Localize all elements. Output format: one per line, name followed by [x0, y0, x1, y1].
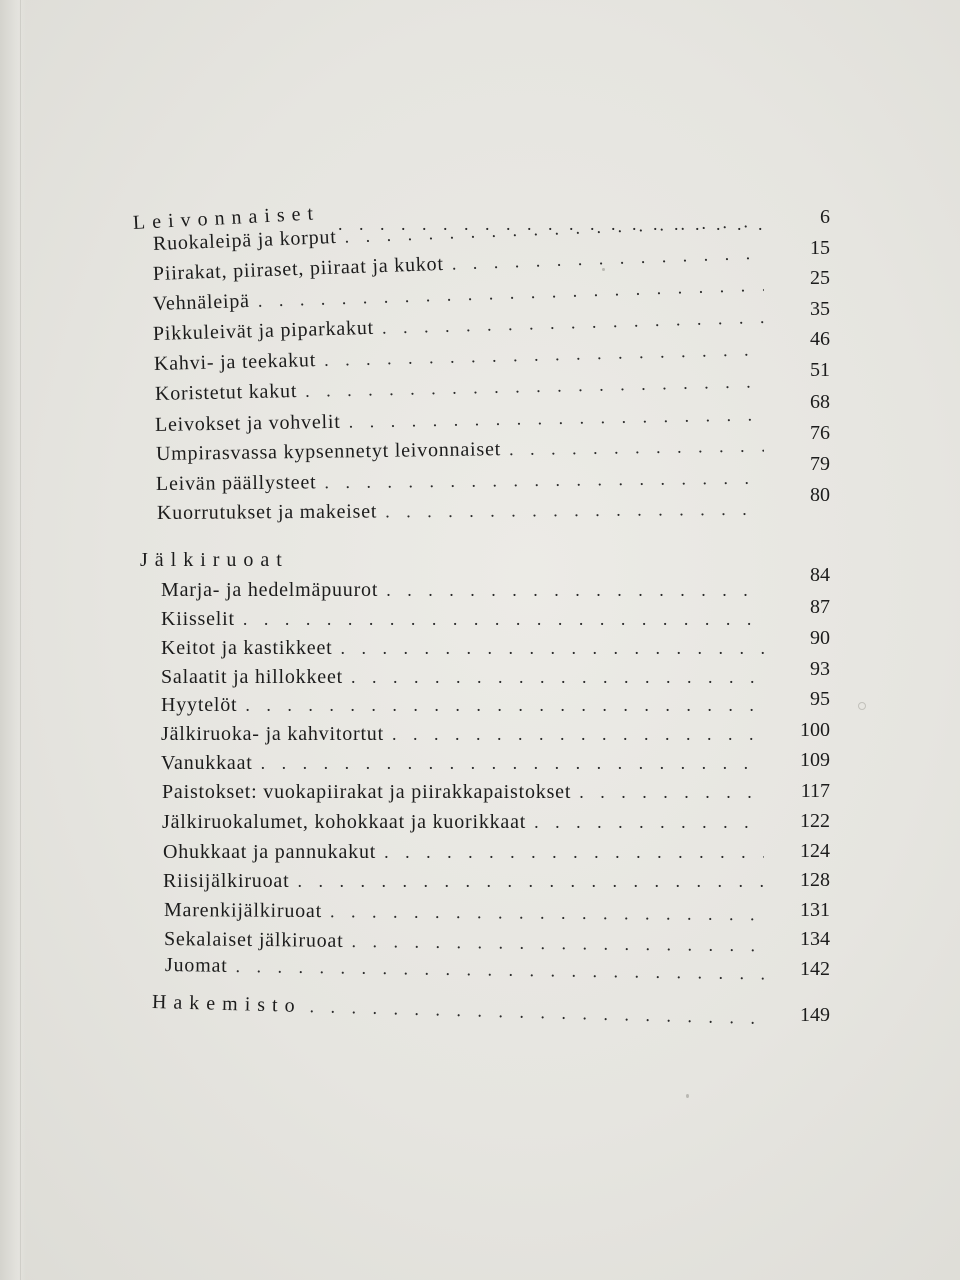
toc-entry [161, 693, 770, 719]
entry-title: Hyytelöt [161, 694, 238, 716]
dot-leader [579, 780, 764, 804]
page-number: 142 [800, 958, 830, 980]
toc-entry [163, 869, 770, 895]
page-number: 76 [810, 422, 830, 444]
dot-leader [235, 954, 764, 985]
page-number: 68 [810, 391, 830, 413]
entry-title: Vanukkaat [161, 752, 253, 774]
page-number: 46 [810, 328, 830, 350]
dot-leader [324, 337, 764, 372]
section-heading-jalkiruoat: Jälkiruoat [140, 549, 289, 571]
page-number: 35 [810, 298, 830, 320]
dot-leader [392, 722, 764, 746]
entry-title: Leivän päällysteet [155, 471, 317, 495]
index-entry [152, 990, 770, 1032]
toc-entry [155, 402, 770, 439]
entry-title: Koristetut kakut [154, 380, 298, 405]
paper-speck [686, 1094, 689, 1098]
toc-entry [161, 665, 770, 691]
section-heading-hakemisto: Hakemisto [151, 991, 302, 1017]
entry-title: Piirakat, piiraset, piiraat ja kukot [152, 252, 445, 285]
toc-entry [164, 898, 770, 928]
page-number: 90 [810, 627, 830, 649]
dot-leader [384, 840, 764, 864]
dot-leader [386, 578, 764, 602]
toc-entry [157, 497, 770, 527]
dot-leader [305, 369, 764, 403]
page-number: 109 [800, 749, 830, 771]
page-number: 84 [810, 564, 830, 586]
dot-leader [261, 751, 764, 775]
dot-leader [245, 693, 764, 717]
entry-title: Ruokaleipä ja korput [152, 225, 337, 255]
entry-title: Jälkiruokalumet, kohokkaat ja kuorikkaat [162, 811, 527, 833]
dot-leader [382, 305, 764, 340]
toc-entry [162, 810, 770, 836]
page-number: 131 [800, 899, 830, 921]
dot-leader [324, 466, 764, 495]
dot-leader [385, 497, 764, 524]
dot-leader [351, 665, 764, 689]
entry-title: Leivokset ja vohvelit [154, 410, 341, 436]
page-number: 95 [810, 688, 830, 710]
page-number: 25 [810, 267, 830, 289]
entry-title: Kahvi- ja teekakut [153, 349, 317, 375]
page-number: 100 [800, 719, 830, 741]
paper-speck [858, 702, 866, 710]
toc-entry [161, 722, 770, 748]
dot-leader [351, 929, 764, 957]
dot-leader [330, 899, 764, 926]
entry-title: Paistokset: vuokapiirakat ja piirakkapaistokset [162, 781, 572, 803]
paper-speck [602, 268, 605, 271]
dot-leader [534, 810, 764, 834]
entry-title: Sekalaiset jälkiruoat [163, 928, 344, 952]
page-number: 80 [810, 484, 830, 506]
entry-title: Marenkijälkiruoat [163, 899, 323, 923]
page-number: 6 [820, 206, 830, 228]
page-number: 117 [800, 780, 830, 802]
toc-entry [161, 636, 770, 662]
page-number: 122 [800, 810, 830, 832]
entry-title: Salaatit ja hillokkeet [161, 666, 343, 688]
dot-leader [509, 434, 764, 462]
page-number: 51 [810, 359, 830, 381]
toc-entry [161, 751, 770, 777]
entry-title: Keitot ja kastikkeet [161, 637, 333, 659]
dot-leader [309, 994, 764, 1030]
toc-entry [156, 433, 770, 468]
dot-leader [341, 636, 764, 660]
page-number: 134 [800, 928, 830, 950]
page-number: 79 [810, 453, 830, 475]
page-number: 15 [810, 237, 830, 259]
toc-entry [161, 578, 770, 604]
page-number: 128 [800, 869, 830, 891]
page-number: 93 [810, 658, 830, 680]
dot-leader [451, 241, 764, 276]
toc-entry [163, 840, 770, 866]
page-number: 87 [810, 596, 830, 618]
dot-leader [297, 869, 764, 893]
section-heading-leivonnaiset: Leivonnaiset [132, 202, 321, 234]
entry-title: Kuorrutukset ja makeiset [156, 500, 378, 524]
dot-leader [348, 402, 764, 433]
toc-entry [162, 780, 770, 806]
entry-title: Pikkuleivät ja piparkakut [152, 316, 375, 345]
page-number: 124 [800, 840, 830, 862]
entry-title: Kiisselit [161, 608, 235, 630]
page-number: 149 [800, 1004, 830, 1026]
entry-title: Vehnäleipä [152, 289, 251, 315]
entry-title: Umpirasvassa kypsennetyt leivonnaiset [155, 438, 502, 465]
entry-title: Riisijälkiruoat [163, 870, 290, 892]
entry-title: Jälkiruoka- ja kahvitortut [161, 723, 384, 745]
entry-title: Juomat [164, 954, 228, 977]
toc-entry [161, 607, 770, 633]
entry-title: Marja- ja hedelmäpuurot [161, 579, 379, 601]
entry-title: Ohukkaat ja pannukakut [163, 841, 377, 863]
dot-leader [243, 607, 764, 631]
toc-entry [156, 466, 770, 498]
